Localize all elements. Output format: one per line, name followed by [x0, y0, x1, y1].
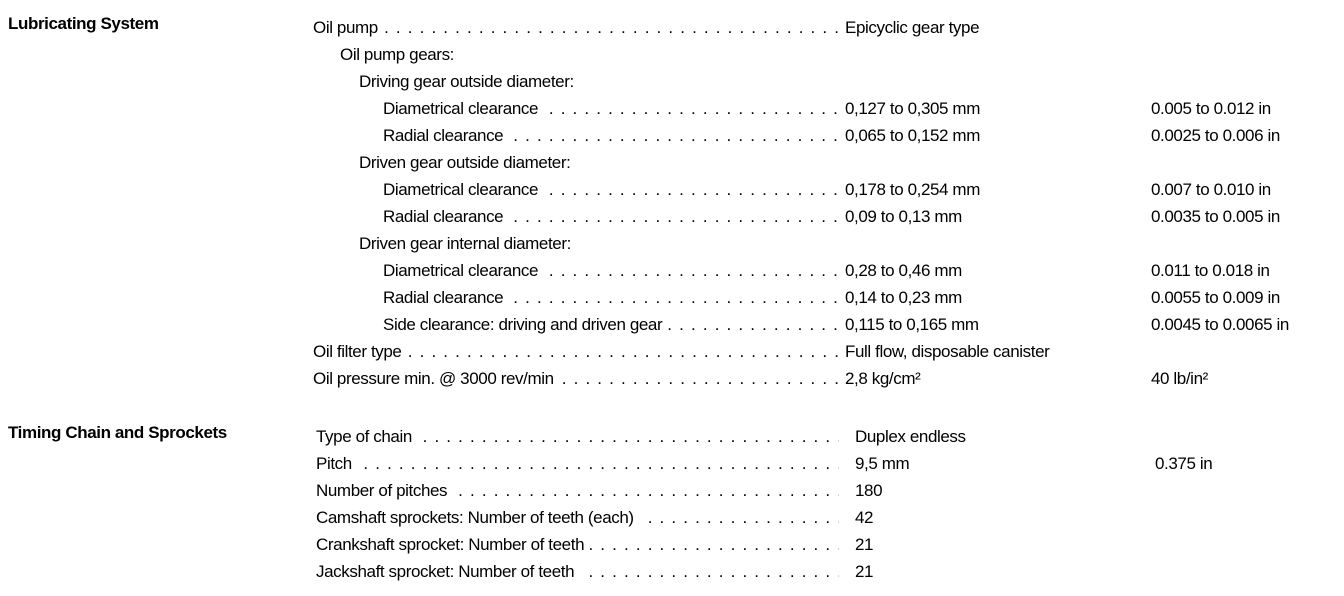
- spec-row: [0, 149, 1344, 176]
- section-title: Lubricating System: [8, 14, 159, 33]
- spec-imperial-value: 0.005 to 0.012 in: [1151, 99, 1271, 118]
- spec-row: [0, 176, 1344, 203]
- spec-metric-value: 0,09 to 0,13 mm: [845, 207, 962, 226]
- spec-label: . . . Crankshaft sprocket: Number of teeth: [316, 531, 839, 558]
- spec-imperial-value: 0.011 to 0.018 in: [1151, 261, 1270, 280]
- spec-row: [0, 477, 1344, 504]
- spec-label: . . . Oil pressure min. @ 3000 rev/min: [313, 365, 839, 392]
- spec-imperial-value: 0.007 to 0.010 in: [1151, 180, 1271, 199]
- spec-row: [0, 284, 1344, 311]
- spec-metric-value: 0,065 to 0,152 mm: [845, 126, 980, 145]
- spec-row: [0, 338, 1344, 365]
- spec-label: . . . Oil filter type: [313, 338, 839, 365]
- spec-metric-value: 2,8 kg/cm²: [845, 369, 921, 388]
- spec-label: . . . Radial clearance: [383, 122, 839, 149]
- spec-imperial-value: 0.375 in: [1155, 454, 1213, 473]
- spec-row: [0, 203, 1344, 230]
- spec-imperial-value: 0.0055 to 0.009 in: [1151, 288, 1280, 307]
- spec-row: [0, 95, 1344, 122]
- spec-label: . . . Diametrical clearance: [383, 257, 839, 284]
- spec-imperial-value: 0.0025 to 0.006 in: [1151, 126, 1280, 145]
- spec-label: Driven gear outside diameter:: [359, 149, 839, 176]
- spec-row: [0, 504, 1344, 531]
- spec-metric-value: Full flow, disposable canister: [845, 342, 1050, 361]
- spec-row: [0, 68, 1344, 95]
- spec-metric-value: Epicyclic gear type: [845, 18, 980, 37]
- spec-label: Oil pump gears:: [340, 41, 839, 68]
- spec-label: . . . Radial clearance: [383, 203, 839, 230]
- spec-metric-value: 21: [855, 535, 874, 554]
- spec-row: [0, 122, 1344, 149]
- spec-metric-value: 0,28 to 0,46 mm: [845, 261, 962, 280]
- spec-row: [0, 311, 1344, 338]
- spec-metric-value: Duplex endless: [855, 427, 966, 446]
- spec-metric-value: 21: [855, 562, 874, 581]
- spec-metric-value: 0,115 to 0,165 mm: [845, 315, 979, 334]
- spec-label: . . . Number of pitches: [316, 477, 839, 504]
- spec-imperial-value: 40 lb/in²: [1151, 369, 1208, 388]
- spec-row: [0, 450, 1344, 477]
- spec-metric-value: 9,5 mm: [855, 454, 910, 473]
- spec-label: . . . Type of chain: [316, 423, 839, 450]
- spec-row: [0, 531, 1344, 558]
- spec-row: [0, 257, 1344, 284]
- spec-row: [0, 41, 1344, 68]
- spec-row: [0, 423, 1344, 450]
- spec-metric-value: 180: [855, 481, 883, 500]
- spec-row: [0, 14, 1344, 41]
- spec-metric-value: 0,127 to 0,305 mm: [845, 99, 980, 118]
- spec-metric-value: 42: [855, 508, 874, 527]
- spec-label: . . . Camshaft sprockets: Number of teeth (each): [316, 504, 839, 531]
- spec-label: Driving gear outside diameter:: [359, 68, 839, 95]
- section-title: Timing Chain and Sprockets: [8, 423, 227, 442]
- spec-label: . . . Diametrical clearance: [383, 176, 839, 203]
- spec-label: . . . Jackshaft sprocket: Number of teeth: [316, 558, 839, 585]
- spec-row: [0, 230, 1344, 257]
- spec-metric-value: 0,178 to 0,254 mm: [845, 180, 980, 199]
- spec-label: Driven gear internal diameter:: [359, 230, 839, 257]
- spec-imperial-value: 0.0045 to 0.0065 in: [1151, 315, 1289, 334]
- spec-label: . . . Pitch: [316, 450, 839, 477]
- spec-label: . . . Side clearance: driving and driven gear: [383, 311, 839, 338]
- spec-label: . . . Diametrical clearance: [383, 95, 839, 122]
- spec-metric-value: 0,14 to 0,23 mm: [845, 288, 962, 307]
- spec-imperial-value: 0.0035 to 0.005 in: [1151, 207, 1280, 226]
- spec-label: . . . Oil pump: [313, 14, 839, 41]
- spec-label: . . . Radial clearance: [383, 284, 839, 311]
- spec-row: [0, 365, 1344, 392]
- spec-row: [0, 558, 1344, 585]
